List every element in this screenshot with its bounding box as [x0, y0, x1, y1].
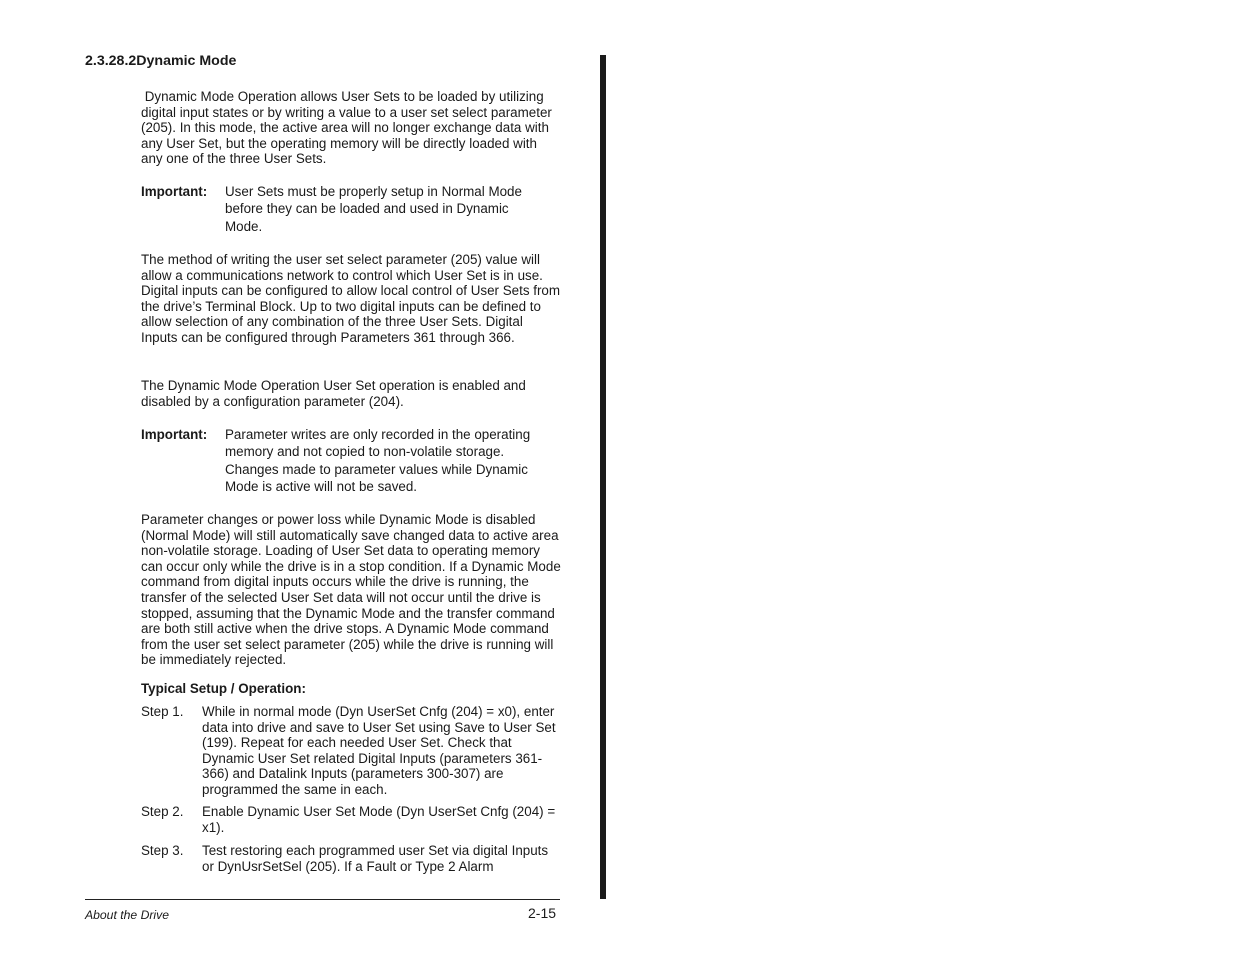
paragraph-behavior: Parameter changes or power loss while Dynamic Mode is disabled (Normal Mode) will still automatically save changed data to active area non-volatile storage. Loading of User Set data to operating memory can occur only while the drive is in a stop condition. If a Dynamic Mode command from digital inputs occurs while the drive is running, the transfer of the selected User Set data will not occur until the drive is stopped, assuming that the Dynamic Mode and the transfer command are both still active when the drive stops. A Dynamic Mode command from the user set select parameter (205) while the drive is running will be immediately rejected. — [141, 512, 561, 668]
paragraph-intro: Dynamic Mode Operation allows User Sets to be loaded by utilizing digital input states or by writing a value to a user set select parameter (205). In this mode, the active area will no longer exchange data with any User Set, but the operating memory will be directly loaded with any one of the three User Sets. — [141, 89, 556, 167]
footer-rule — [85, 899, 560, 900]
important-label: Important: — [141, 184, 208, 199]
important-label: Important: — [141, 427, 208, 442]
page-number: 2-15 — [528, 905, 557, 921]
step-text: Test restoring each programmed user Set via digital Inputs or DynUsrSetSel (205). If a Fault or Type 2 Alarm — [202, 843, 549, 874]
important-text: User Sets must be properly setup in Normal Mode before they can be loaded and used in Dynamic Mode. — [225, 184, 522, 234]
step-label: Step 1. — [141, 704, 184, 719]
important-note-1 — [141, 183, 561, 235]
footer-chapter: About the Drive — [85, 908, 170, 922]
change-bar — [600, 55, 606, 899]
step-text: Enable Dynamic User Set Mode (Dyn UserSet Cnfg (204) = x1). — [202, 804, 556, 835]
paragraph-config: The Dynamic Mode Operation User Set operation is enabled and disabled by a configuration parameter (204). — [141, 378, 526, 409]
important-text: Parameter writes are only recorded in the operating memory and not copied to non-volatile storage. Changes made to parameter values while Dynamic Mode is active will not be saved. — [225, 427, 531, 495]
step-label: Step 3. — [141, 843, 184, 858]
step-item — [141, 804, 561, 835]
important-note-2 — [141, 426, 561, 496]
step-label: Step 2. — [141, 804, 184, 819]
setup-subheading: Typical Setup / Operation: — [141, 681, 306, 696]
section-heading: 2.3.28.2Dynamic Mode — [85, 53, 237, 69]
step-text: While in normal mode (Dyn UserSet Cnfg (204) = x0), enter data into drive and save to User Set using Save to User Set (199). Repeat for each needed User Set. Check that Dynamic User Set related Digital Inputs (parameters 361-366) and Datalink Inputs (parameters 300-307) are programmed the same in each. — [202, 704, 556, 797]
step-item — [141, 843, 561, 874]
paragraph-method: The method of writing the user set select parameter (205) value will allow a communications network to control which User Set is in use. Digital inputs can be configured to allow local control of User Sets from the drive’s Terminal Block. Up to two digital inputs can be defined to allow selection of any combination of the three User Sets. Digital Inputs can be configured through Parameters 361 through 366. — [141, 252, 561, 345]
step-item — [141, 704, 561, 798]
